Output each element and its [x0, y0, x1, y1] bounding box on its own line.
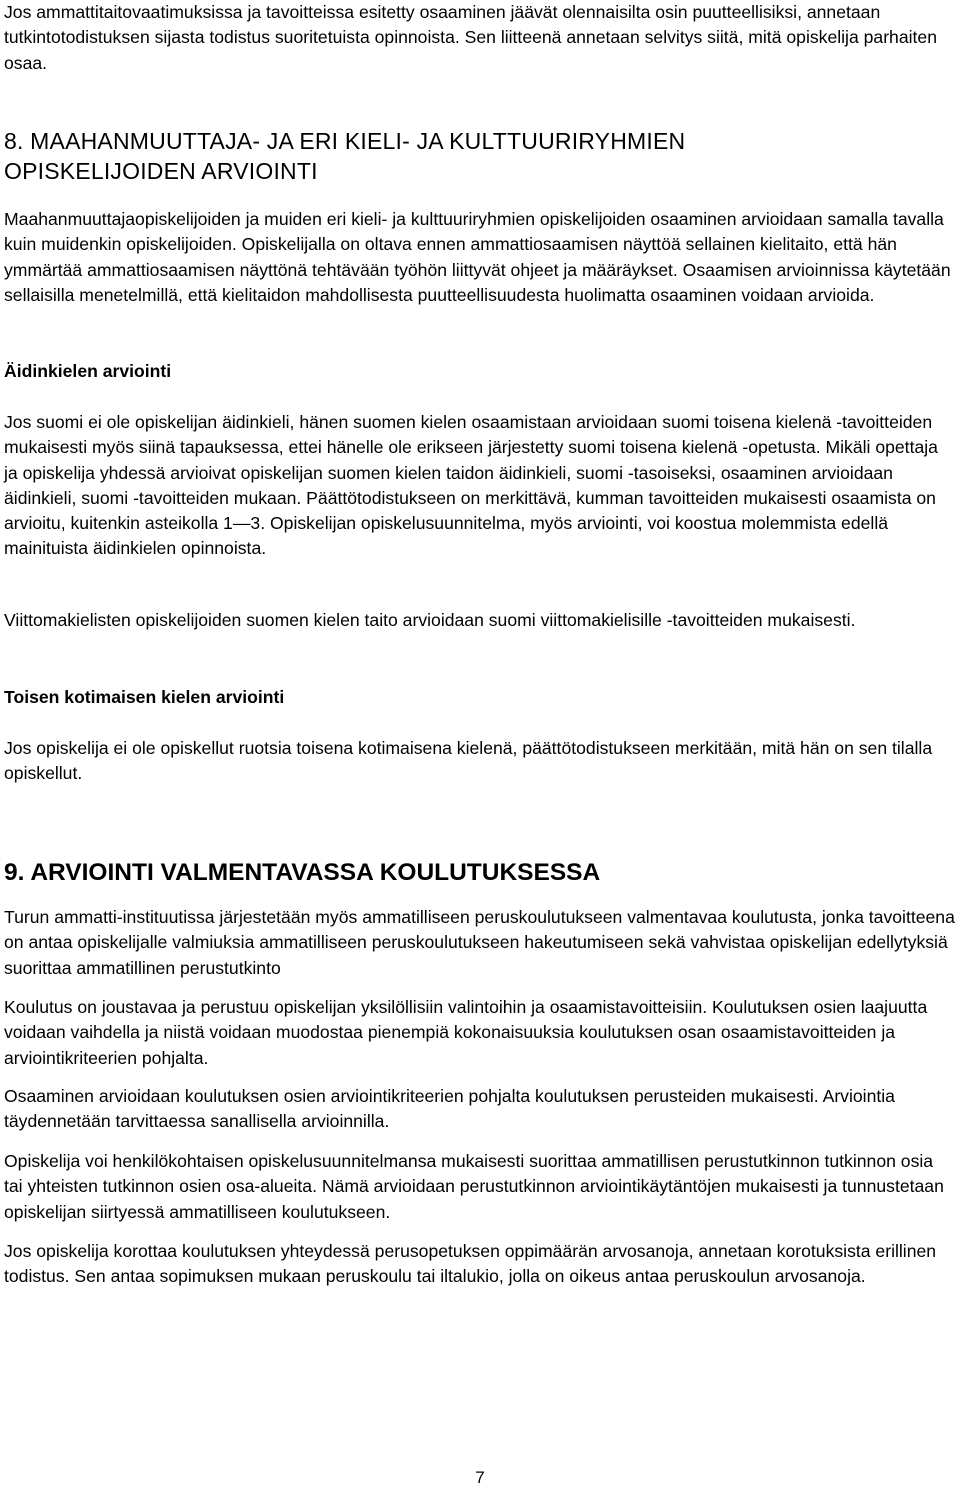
intro-paragraph: Jos ammattitaitovaatimuksissa ja tavoitteissa esitetty osaaminen jäävät olennaisilta osin puutteellisiksi, annetaan tutkintotodistuksen sijasta todistus suoritetuista opinnoista. Sen liitteenä annetaan selvitys siitä, mitä opiskelija parhaiten osaa.: [4, 2, 937, 73]
subsection-toinen-kotimainen-title: Toisen kotimaisen kielen arviointi: [4, 687, 285, 707]
section-9-paragraph-1: Turun ammatti-instituutissa järjestetään myös ammatilliseen peruskoulutukseen valmentavaa koulutusta, jonka tavoitteena on antaa opiskelijalle valmiuksia ammatilliseen peruskoulutukseen hakeutumiseen sekä vahvistaa opiskelijan edellytyksiä suorittaa ammatillinen perustutkinto: [4, 907, 955, 978]
section-9-paragraph-2: Koulutus on joustavaa ja perustuu opiskelijan yksilöllisiin valintoihin ja osaamistavoitteisiin. Koulutuksen osien laajuutta voidaan vaihdella ja niistä voidaan muodostaa pienempiä kokonaisuuksia koulutuksen osan osaamistavoitteiden ja arviointikriteerien pohjalta.: [4, 997, 928, 1068]
section-9-paragraph-3: Osaaminen arvioidaan koulutuksen osien arviointikriteerien pohjalta koulutuksen perusteiden mukaisesti. Arviointia täydennetään tarvittaessa sanallisella arvioinnilla.: [4, 1086, 895, 1132]
section-8-body: Maahanmuuttajaopiskelijoiden ja muiden eri kieli- ja kulttuuriryhmien opiskelijoiden osaaminen arvioidaan samalla tavalla kuin muidenkin opiskelijoiden. Opiskelijalla on oltava ennen ammattiosaamisen näyttöä sellainen kielitaito, että hän ymmärtää ammattiosaamisen näyttönä tehtävään työhön liittyvät ohjeet ja määräykset. Osaamisen arvioinnissa käytetään sellaisilla menetelmillä, että kielitaidon mahdollisesta puutteellisuudesta huolimatta osaaminen voidaan arvioida.: [4, 209, 951, 305]
section-8-title-line2: OPISKELIJOIDEN ARVIOINTI: [4, 158, 318, 184]
subsection-toinen-kotimainen-paragraph: Jos opiskelija ei ole opiskellut ruotsia toisena kotimaisena kielenä, päättötodistukseen merkitään, mitä hän on sen tilalla opiskellut.: [4, 738, 933, 784]
section-9-paragraph-5: Jos opiskelija korottaa koulutuksen yhteydessä perusopetuksen oppimäärän arvosanoja, annetaan korotuksista erillinen todistus. Sen antaa sopimuksen mukaan peruskoulu tai iltalukio, jolla on oikeus antaa peruskoulun arvosanoja.: [4, 1241, 937, 1287]
subsection-aidinkieli-paragraph-1: Jos suomi ei ole opiskelijan äidinkieli, hänen suomen kielen osaamistaan arvioidaan suomi toisena kielenä -tavoitteiden mukaisesti myös siinä tapauksessa, ettei hänelle ole erikseen järjestetty suomi toisena kielenä -opetusta. Mikäli opettaja ja opiskelija yhdessä arvioivat opiskelijan suomen kielen taidon äidinkieli, suomi -tasoiseksi, osaaminen arvioidaan äidinkieli, suomi -tavoitteiden mukaan. Päättötodistukseen on merkittävä, kumman tavoitteiden mukaisesti osaamista on arvioitu, kuitenkin asteikolla 1—3. Opiskelijan opiskelusuunnitelma, myös arviointi, voi koostua molemmista edellä mainituista äidinkielen opinnoista.: [4, 412, 938, 559]
subsection-aidinkieli-paragraph-2: Viittomakielisten opiskelijoiden suomen kielen taito arvioidaan suomi viittomakielisille -tavoitteiden mukaisesti.: [4, 610, 856, 630]
section-9-paragraph-4: Opiskelija voi henkilökohtaisen opiskelusuunnitelmansa mukaisesti suorittaa ammatillisen perustutkinnon tutkinnon osia tai yhteisten tutkinnon osien osa-alueita. Nämä arvioidaan perustutkinnon arviointikäytäntöjen mukaisesti ja tunnustetaan opiskelijan siirtyessä ammatilliseen koulutukseen.: [4, 1151, 944, 1222]
section-9-title: 9. ARVIOINTI VALMENTAVASSA KOULUTUKSESSA: [4, 859, 601, 886]
subsection-aidinkieli-title: Äidinkielen arviointi: [4, 361, 172, 381]
section-8-heading: [4, 126, 956, 186]
page-number: 7: [475, 1468, 485, 1487]
section-8-title-line1: 8. MAAHANMUUTTAJA- JA ERI KIELI- JA KULTTUURIRYHMIEN: [4, 128, 686, 154]
